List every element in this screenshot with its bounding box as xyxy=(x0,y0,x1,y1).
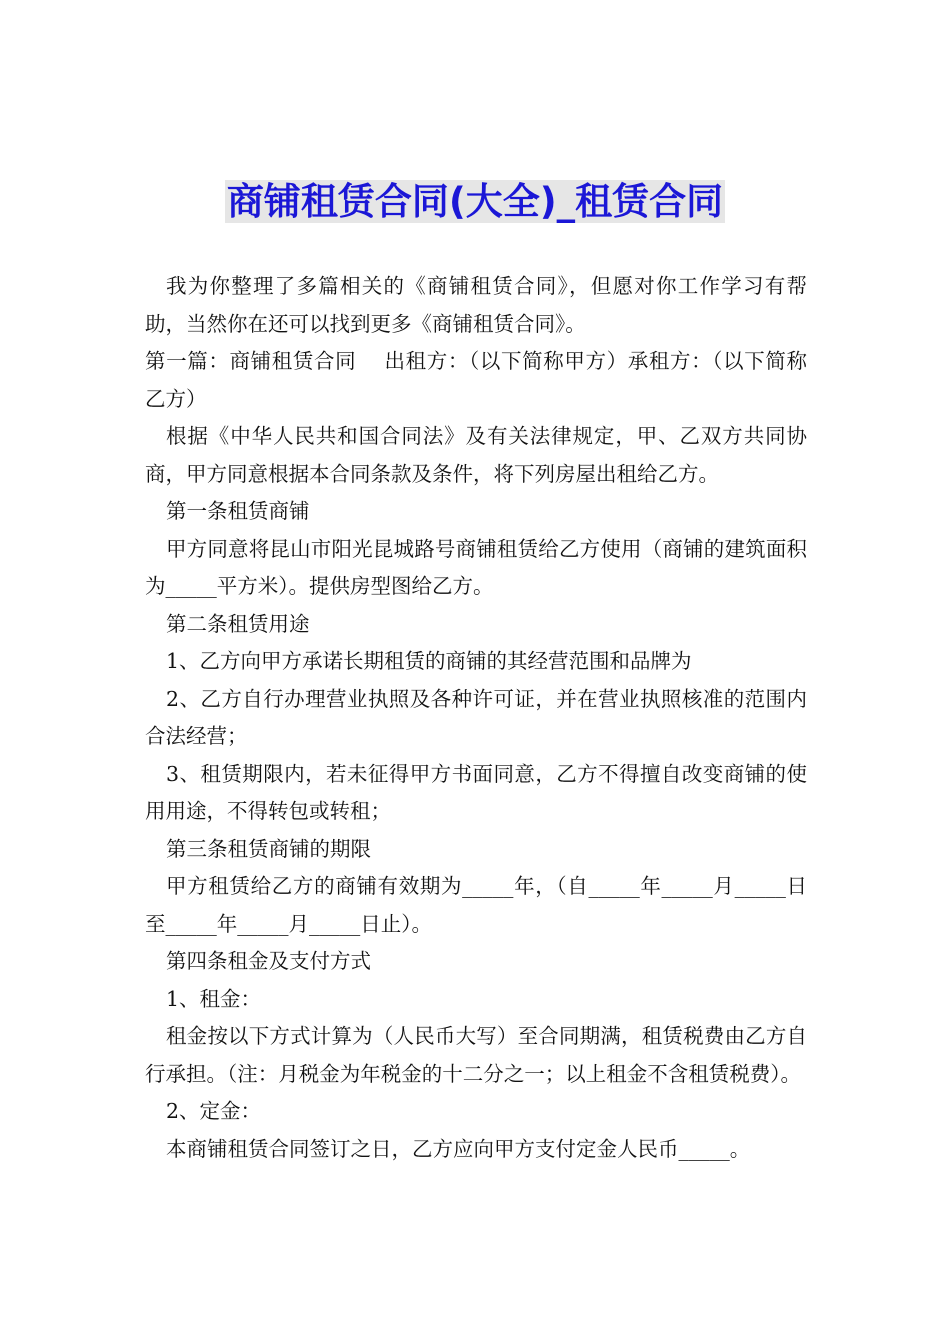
article-4-item-1-label: 1、租金： xyxy=(166,986,262,1011)
article-2-heading: 第二条租赁用途 xyxy=(166,611,310,636)
article-4-item-2-text: 本商铺租赁合同签订之日，乙方应向甲方支付定金人民币_____。 xyxy=(166,1136,751,1161)
article-1-text: 甲方同意将昆山市阳光昆城路号商铺租赁给乙方使用（商铺的建筑面积为_____平方米）。提供房型图给乙方。 xyxy=(145,536,807,598)
article-3-text: 甲方租赁给乙方的商铺有效期为_____年，（自_____年_____月_____日至_____年_____月_____日止）。 xyxy=(145,874,807,936)
article-2-item-3: 3、租赁期限内，若未征得甲方书面同意，乙方不得擅自改变商铺的使用用途，不得转包或转租； xyxy=(145,761,807,823)
article-4-item-2-label: 2、定金： xyxy=(166,1099,262,1123)
document-title xyxy=(0,178,950,226)
article-2-item-1: 1、乙方向甲方承诺长期租赁的商铺的其经营范围和品牌为 xyxy=(166,649,692,673)
document-title-text: 商铺租赁合同(大全)_租赁合同 xyxy=(226,180,724,223)
article-1-heading: 第一条租赁商铺 xyxy=(166,499,310,523)
document-body xyxy=(145,268,807,1168)
article-4-item-1-text: 租金按以下方式计算为（人民币大写）至合同期满，租赁税费由乙方自行承担。（注：月税金为年税金的十二分之一；以上租金不含租赁税费）。 xyxy=(145,1024,807,1086)
paragraph-legal-basis: 根据《中华人民共和国合同法》及有关法律规定，甲、乙双方共同协商，甲方同意根据本合同条款及条件，将下列房屋出租给乙方。 xyxy=(145,424,807,486)
paragraph-part-one-heading: 第一篇：商铺租赁合同 出租方：（以下简称甲方）承租方：（以下简称乙方） xyxy=(145,349,807,411)
article-2-item-2: 2、乙方自行办理营业执照及各种许可证，并在营业执照核准的范围内合法经营； xyxy=(145,686,807,748)
article-4-heading: 第四条租金及支付方式 xyxy=(166,949,371,973)
paragraph-intro: 我为你整理了多篇相关的《商铺租赁合同》，但愿对你工作学习有帮助，当然你在还可以找到更多《商铺租赁合同》。 xyxy=(145,274,807,336)
article-3-heading: 第三条租赁商铺的期限 xyxy=(166,836,371,861)
